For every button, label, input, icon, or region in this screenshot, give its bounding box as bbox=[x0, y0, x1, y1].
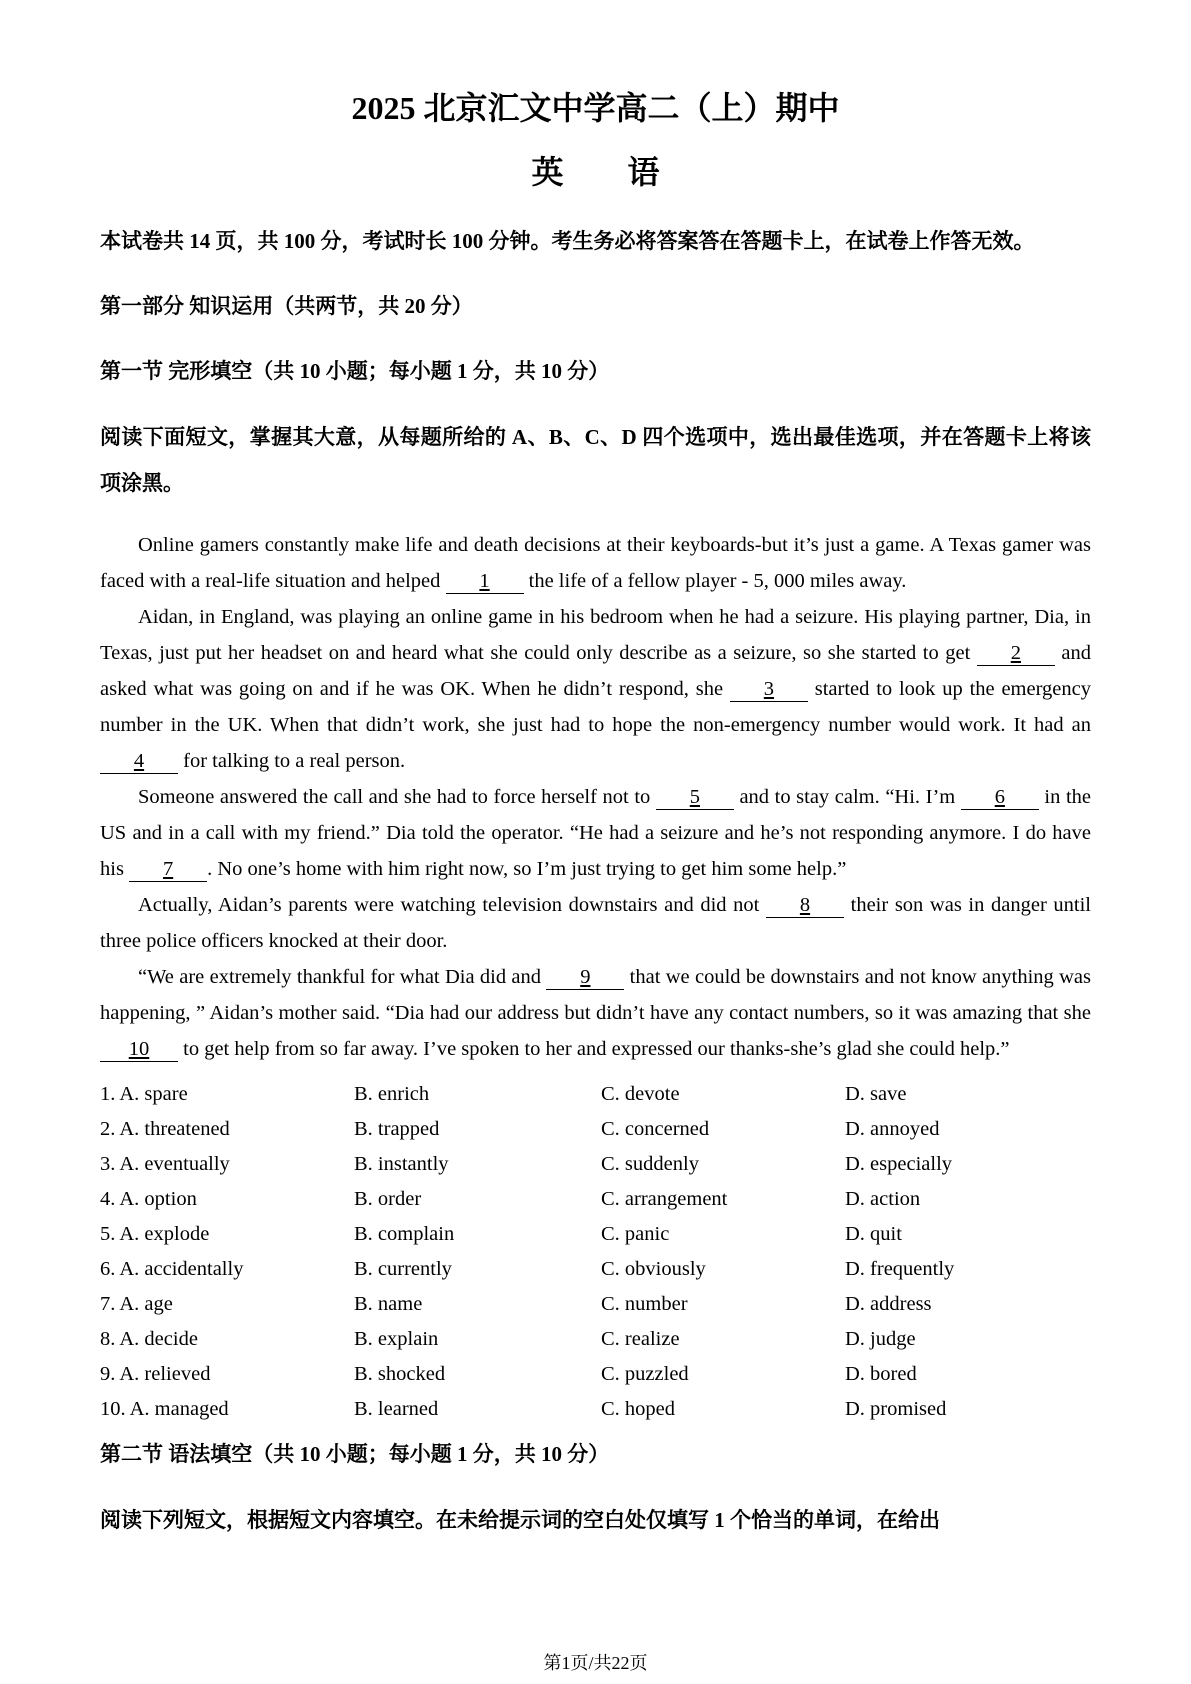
option-cell: D. judge bbox=[845, 1328, 916, 1350]
cloze-blank-10: 10 bbox=[100, 1037, 178, 1062]
option-cell: 5. A. explode bbox=[100, 1223, 210, 1245]
option-cell: 3. A. eventually bbox=[100, 1153, 230, 1175]
option-cell: B. shocked bbox=[354, 1363, 446, 1385]
option-cell: C. arrangement bbox=[601, 1188, 728, 1210]
cloze-blank-8: 8 bbox=[766, 893, 844, 918]
cloze-paragraph: “We are extremely thankful for what Dia did and 9 that we could be downstairs and not know anything was happening, ” Aidan’s mother said. “Dia had our address but didn’t have any contact numbers, so it was amazing that she 10 to get help from so far away. I’ve spoken to her and expressed our thanks-she’s glad she could help.” bbox=[100, 966, 1091, 1060]
option-cell: 10. A. managed bbox=[100, 1398, 229, 1420]
option-cell: C. hoped bbox=[601, 1398, 676, 1420]
part1-heading: 第一部分 知识运用（共两节，共 20 分） bbox=[100, 294, 473, 318]
option-cell: 4. A. option bbox=[100, 1188, 197, 1210]
cloze-blank-7: 7 bbox=[129, 857, 207, 882]
option-cell: C. realize bbox=[601, 1328, 680, 1350]
option-cell: 8. A. decide bbox=[100, 1328, 198, 1350]
option-row-6 bbox=[100, 1252, 1091, 1287]
option-cell: B. instantly bbox=[354, 1153, 449, 1175]
option-cell: D. quit bbox=[845, 1223, 902, 1245]
option-cell: 6. A. accidentally bbox=[100, 1258, 244, 1280]
option-row-4 bbox=[100, 1182, 1091, 1217]
option-row-7 bbox=[100, 1287, 1091, 1322]
option-cell: C. panic bbox=[601, 1223, 670, 1245]
cloze-blank-3: 3 bbox=[730, 677, 808, 702]
option-row-2 bbox=[100, 1112, 1091, 1147]
option-cell: B. learned bbox=[354, 1398, 439, 1420]
option-cell: B. order bbox=[354, 1188, 422, 1210]
option-cell: C. puzzled bbox=[601, 1363, 689, 1385]
option-row-8 bbox=[100, 1322, 1091, 1357]
option-cell: D. especially bbox=[845, 1153, 953, 1175]
option-cell: D. annoyed bbox=[845, 1118, 940, 1140]
cloze-passage bbox=[100, 527, 1091, 1067]
option-cell: D. frequently bbox=[845, 1258, 955, 1280]
option-cell: D. promised bbox=[845, 1398, 947, 1420]
option-cell: B. name bbox=[354, 1293, 423, 1315]
option-cell: D. action bbox=[845, 1188, 921, 1210]
exam-subject: 英 语 bbox=[531, 154, 660, 190]
option-cell: C. obviously bbox=[601, 1258, 706, 1280]
option-cell: D. address bbox=[845, 1293, 932, 1315]
option-cell: C. concerned bbox=[601, 1118, 710, 1140]
option-cell: C. number bbox=[601, 1293, 688, 1315]
option-row-9 bbox=[100, 1357, 1091, 1392]
exam-title: 2025 北京汇文中学高二（上）期中 bbox=[351, 90, 840, 126]
cloze-blank-9: 9 bbox=[546, 965, 624, 990]
section2-heading: 第二节 语法填空（共 10 小题；每小题 1 分，共 10 分） bbox=[100, 1442, 610, 1466]
cloze-paragraph: Aidan, in England, was playing an online game in his bedroom when he had a seizure. His playing partner, Dia, in Texas, just put her headset on and heard what she could only describe as a seizure, so she started to get 2 and asked what was going on and if he was OK. When he didn’t respond, she 3 started to look up the emergency number in the UK. When that didn’t work, she just had to hope the non-emergency number would work. It had an 4 for talking to a real person. bbox=[100, 606, 1091, 772]
option-cell: B. explain bbox=[354, 1328, 439, 1350]
cloze-options bbox=[100, 1077, 1091, 1427]
option-cell: B. currently bbox=[354, 1258, 452, 1280]
option-cell: D. bored bbox=[845, 1363, 917, 1385]
section1-heading: 第一节 完形填空（共 10 小题；每小题 1 分，共 10 分） bbox=[100, 359, 610, 383]
cloze-blank-4: 4 bbox=[100, 749, 178, 774]
section2-instructions: 阅读下列短文，根据短文内容填空。在未给提示词的空白处仅填写 1 个恰当的单词，在给出 bbox=[100, 1508, 940, 1532]
option-cell: C. devote bbox=[601, 1083, 680, 1105]
option-row-1 bbox=[100, 1077, 1091, 1112]
section1-instructions: 阅读下面短文，掌握其大意，从每题所给的 A、B、C、D 四个选项中，选出最佳选项，并在答题卡上将该项涂黑。 bbox=[100, 425, 1091, 495]
cloze-blank-1: 1 bbox=[446, 569, 524, 594]
exam-page bbox=[100, 0, 1091, 1564]
option-cell: B. enrich bbox=[354, 1083, 430, 1105]
cloze-paragraph: Someone answered the call and she had to force herself not to 5 and to stay calm. “Hi. I’m 6 in the US and in a call with my friend.” Dia told the operator. “He had a seizure and he’s not responding anymore. I do have his 7 . No one’s home with him right now, so I’m just trying to get him some help.” bbox=[100, 786, 1091, 880]
option-row-3 bbox=[100, 1147, 1091, 1182]
cloze-paragraph: Actually, Aidan’s parents were watching television downstairs and did not 8 their son was in danger until three police officers knocked at their door. bbox=[100, 894, 1091, 952]
option-cell: B. complain bbox=[354, 1223, 455, 1245]
exam-notice: 本试卷共 14 页，共 100 分，考试时长 100 分钟。考生务必将答案答在答题卡上，在试卷上作答无效。 bbox=[100, 229, 1035, 253]
option-cell: 2. A. threatened bbox=[100, 1118, 230, 1140]
cloze-blank-2: 2 bbox=[977, 641, 1055, 666]
option-cell: B. trapped bbox=[354, 1118, 440, 1140]
option-row-10 bbox=[100, 1392, 1091, 1427]
option-cell: C. suddenly bbox=[601, 1153, 699, 1175]
option-row-5 bbox=[100, 1217, 1091, 1252]
cloze-blank-5: 5 bbox=[656, 785, 734, 810]
option-cell: D. save bbox=[845, 1083, 907, 1105]
cloze-paragraph: Online gamers constantly make life and death decisions at their keyboards-but it’s just a game. A Texas gamer was faced with a real-life situation and helped 1 the life of a fellow player - 5, 000 miles away. bbox=[100, 534, 1091, 592]
cloze-blank-6: 6 bbox=[961, 785, 1039, 810]
page-footer: 第1页/共22页 bbox=[543, 1653, 648, 1673]
option-cell: 1. A. spare bbox=[100, 1083, 188, 1105]
option-cell: 9. A. relieved bbox=[100, 1363, 211, 1385]
option-cell: 7. A. age bbox=[100, 1293, 173, 1315]
